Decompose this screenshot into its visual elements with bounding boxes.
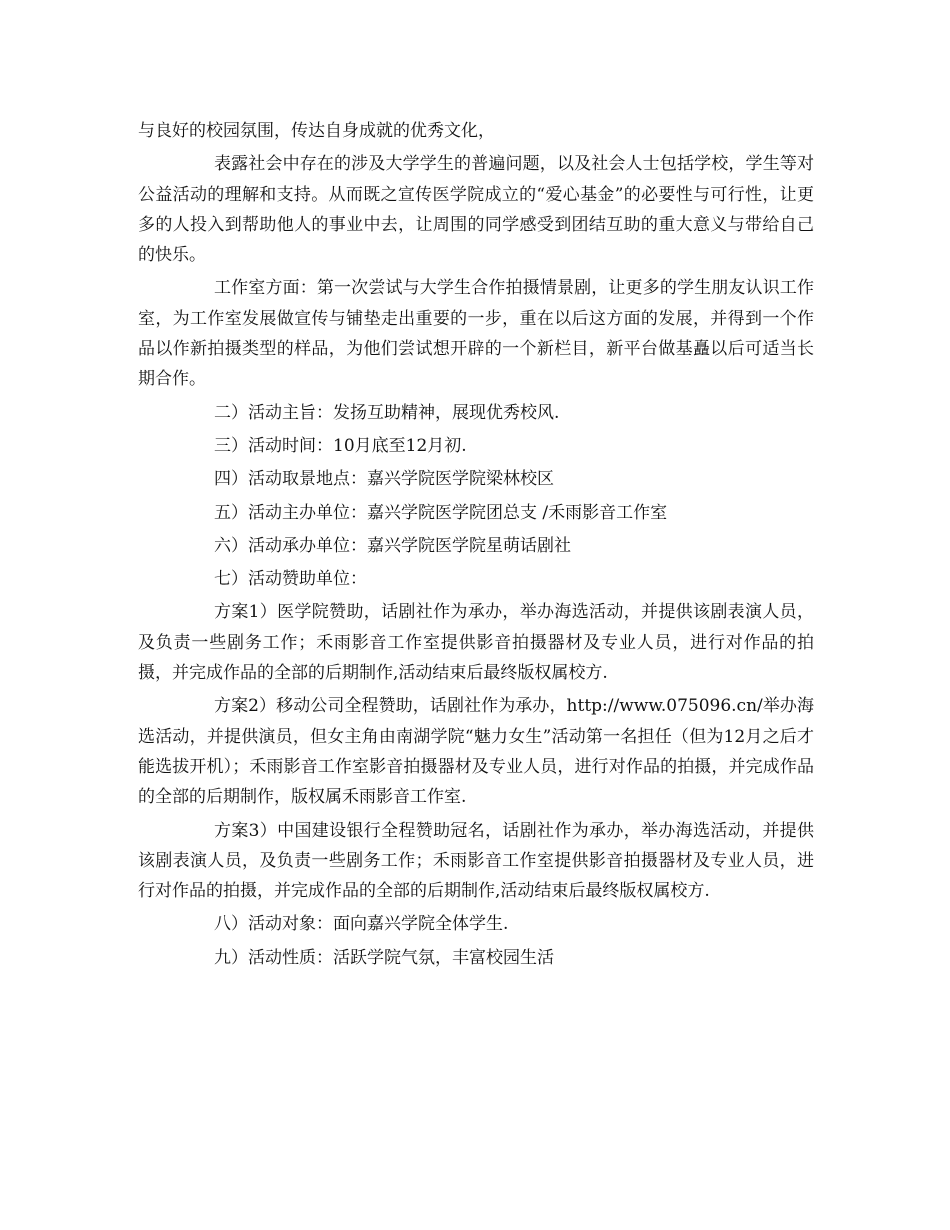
- item-activity-purpose: 二）活动主旨：发扬互助精神，展现优秀校风.: [214, 402, 560, 423]
- paragraph-studio-aspect: 工作室方面：第一次尝试与大学生合作拍摄情景剧，让更多的学生朋友认识工作室，为工作室发展做宣传与铺垫走出重要的一步，重在以后这方面的发展，并得到一个作品以作新拍摄类型的样品，为他们尝试想开辟的一个新栏目，新平台做基矗以后可适当长期合作。: [138, 278, 814, 390]
- item-activity-nature: 九）活动性质：活跃学院气氛，丰富校园生活: [214, 947, 554, 968]
- item-activity-time: 三）活动时间：10月底至12月初.: [214, 435, 467, 456]
- document-page: [138, 116, 814, 976]
- item-activity-location: 四）活动取景地点：嘉兴学院医学院梁林校区: [214, 469, 554, 490]
- item-activity-audience: 八）活动对象：面向嘉兴学院全体学生.: [214, 914, 509, 935]
- item-activity-sponsor: 七）活动赞助单位：: [214, 569, 367, 590]
- paragraph-plan-1: 方案1）医学院赞助，话剧社作为承办，举办海选活动，并提供该剧表演人员，及负责一些剧务工作；禾雨影音工作室提供影音拍摄器材及专业人员，进行对作品的拍摄，并完成作品的全部的后期制作,活动结束后最终版权属校方.: [138, 602, 814, 684]
- paragraph-plan-2: 方案2）移动公司全程赞助，话剧社作为承办，http://www.075096.cn/举办海选活动，并提供演员，但女主角由南湖学院“魅力女生”活动第一名担任（但为12月之后才能选拔开机）；禾雨影音工作室影音拍摄器材及专业人员，进行对作品的拍摄，并完成作品的全部的后期制作，版权属禾雨影音工作室.: [138, 696, 814, 808]
- paragraph-social-issues: 表露社会中存在的涉及大学学生的普遍问题，以及社会人士包括学校，学生等对公益活动的理解和支持。从而既之宣传医学院成立的“爱心基金”的必要性与可行性，让更多的人投入到帮助他人的事业中去，让周围的同学感受到团结互助的重大意义与带给自己的快乐。: [138, 154, 814, 266]
- item-activity-organizer: 五）活动主办单位：嘉兴学院医学院团总支 /禾雨影音工作室: [214, 502, 668, 523]
- paragraph-plan-3: 方案3）中国建设银行全程赞助冠名，话剧社作为承办，举办海选活动，并提供该剧表演人员，及负责一些剧务工作；禾雨影音工作室提供影音拍摄器材及专业人员，进行对作品的拍摄，并完成作品的全部的后期制作,活动结束后最终版权属校方.: [138, 820, 814, 902]
- item-activity-host: 六）活动承办单位：嘉兴学院医学院星萌话剧社: [214, 535, 571, 556]
- paragraph-intro-continuation: 与良好的校园氛围，传达自身成就的优秀文化，: [138, 121, 495, 141]
